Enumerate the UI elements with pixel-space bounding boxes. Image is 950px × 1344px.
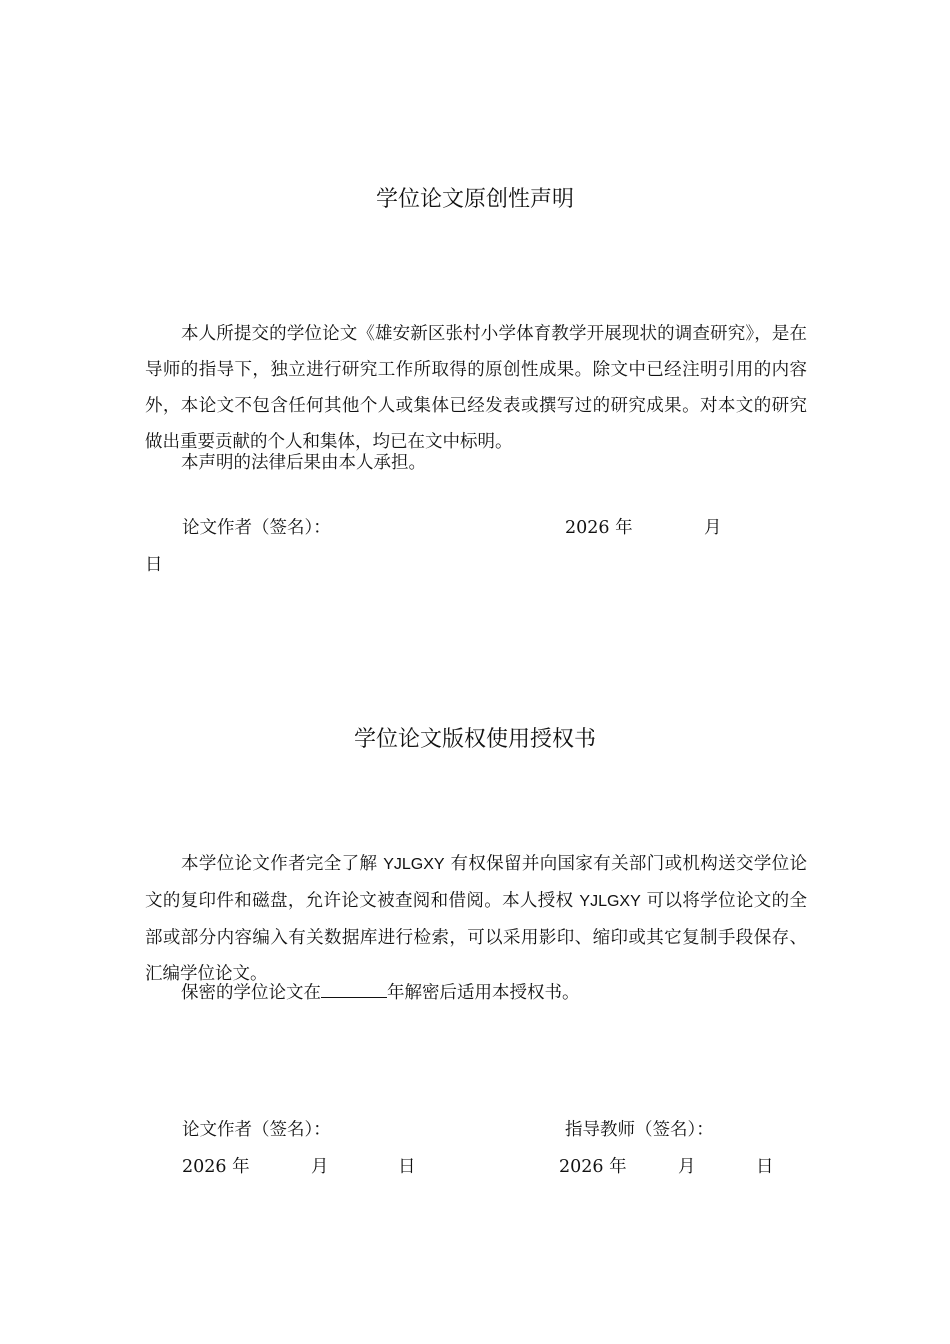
signature-year: 2026 年: [565, 518, 633, 538]
author-signature-label: 论文作者（签名）：: [182, 518, 331, 538]
author-date-year: 2026 年: [182, 1157, 250, 1177]
author-date-month: 月: [311, 1157, 329, 1177]
originality-statement-title: 学位论文原创性声明: [375, 187, 574, 212]
advisor-date-year: 2026 年: [559, 1157, 627, 1177]
advisor-signature-label: 指导教师（签名）：: [565, 1120, 714, 1140]
years-blank: [321, 981, 387, 998]
copyright-authorization-title: 学位论文版权使用授权书: [353, 727, 596, 752]
originality-statement-body: 本人所提交的学位论文《雄安新区张村小学体育教学开展现状的调查研究》，是在导师的指导下，独立进行研究工作所取得的原创性成果。除文中已经注明引用的内容外，本论文不包含任何其他个人或集体已经发表或撰写过的研究成果。对本文的研究做出重要贡献的个人和集体，均已在文中标明。: [145, 324, 807, 452]
author-date-day: 日: [398, 1157, 416, 1177]
advisor-date-day: 日: [756, 1157, 774, 1177]
advisor-date-month: 月: [678, 1157, 696, 1177]
signature-day: 日: [145, 555, 163, 575]
institution-code: YJLGXY: [579, 893, 641, 910]
institution-code: YJLGXY: [383, 856, 445, 873]
copyright-authorization-body: 本学位论文作者完全了解 YJLGXY 有权保留并向国家有关部门或机构送交学位论文的复印件和磁盘，允许论文被查阅和借阅。本人授权 YJLGXY 可以将学位论文的全部或部分内容编入有关数据库进行检索，可以采用影印、缩印或其它复制手段保存、汇编学位论文。: [145, 854, 808, 984]
confidential-clause: 保密的学位论文在 年解密后适用本授权书。: [181, 983, 580, 1003]
author-signature-label: 论文作者（签名）：: [182, 1120, 331, 1140]
legal-consequence-statement: 本声明的法律后果由本人承担。: [181, 453, 426, 473]
signature-month: 月: [704, 518, 722, 538]
